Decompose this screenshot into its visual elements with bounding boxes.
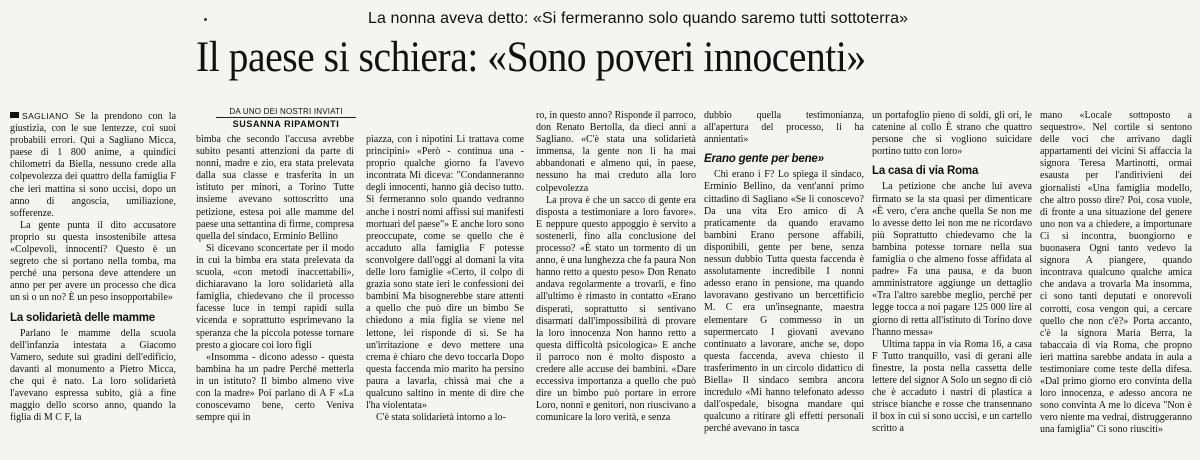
paragraph: Parlano le mamme della scuola dell'infanzia intestata a Giacomo Vamero, sedute sui gradini dell'edificio, davanti al monumento a Pietro Micca, che qui è nato. La loro solidarietà l'avevano espressa subito, già a fine maggio dello scorso anno, quando la figlia di M C F, la: [10, 327, 176, 424]
kicker: La nonna aveva detto: «Si fermeranno solo quando saremo tutti sottoterra»: [368, 10, 909, 27]
column-4: [536, 110, 696, 424]
byline-author: SUSANNA RIPAMONTI: [216, 117, 356, 130]
paragraph-text: Se la prendono con la giustizia, con le sue lentezze, coi suoi probabili errori. Qui a Sagliano Micca, paese di 1 800 anime, a quindici chilometri da Biella, nessuno crede alla colpevolezza dei quattro della famiglia F che ieri mattina si sono uccisi, dopo un anno di angoscia, umiliazione, sofferenze.: [10, 111, 177, 219]
paragraph: piazza, con i nipotini Li trattava come principini» «Però - continua una - proprio qualche giorno fa l'avevo incontrata Mi diceva: "Condanneranno degli innocenti, hanno già deciso tutto. Si fermeranno solo quando vedranno anche i nostri nomi affissi sui manifesti mortuari del paese"» E anche loro sono preoccupate, come se quello che è accaduto alla famiglia F potesse sconvolgere dall'oggi al domani la vita delle loro famiglie «Certo, il colpo di grazia sono state ieri le confessioni dei bambini Ma bisognerebbe stare attenti a quello che può dire un bimbo Se chiedono a mia figlia se viene nel lettone, lei risponde di sì. Se ha un'irritazione e devo mettere una crema è chiaro che devo toccarla Dopo questa faccenda mio marito ha persino paura a lavarla, chissà mai che a qualcuno saltino in mente di dire che l'ha violentata»: [366, 134, 524, 412]
paragraph: bimba che secondo l'accusa avrebbe subito pesanti attenzioni da parte di nonni, madre e zio, era stata prelevata dalla sua classe e trasferita in un istituto per minori, a Torino Tutte insieme avevano sottoscritto una petizione, estesa poi alle mamme del paese una settantina di firme, compresa quella del sindaco, Erminio Bellino: [196, 134, 354, 242]
dateline: SAGLIANO: [22, 111, 69, 121]
column-2: [196, 134, 354, 424]
paragraph: La prova è che un sacco di gente era disposta a testimoniare a loro favore». E neppure questo appoggio è servito a sostenerli, fino alla conclusione del processo? «È stato un tormento di un anno, è una lunghezza che fa paura Non hanno retto a questo peso» Don Renato andava regolarmente a trovarli, e fino all'ultimo è rimasto in contatto «Erano disperati, soprattutto si sentivano disarmati dall'impossibilità di provare la loro innocenza Non hanno retto a questa difficoltà psicologica» E anche il parroco non è molto disposto a credere alle accuse dei bambini. «Dare eccessiva importanza a quello che può dire un bimbo può portare in errore Loro, nonni e genitori, non riuscivano a comunicare la loro verità, e senza: [536, 194, 696, 424]
column-5: [704, 110, 864, 435]
paragraph: La petizione che anche lui aveva firmato se la sta quasi per dimenticare «È vero, c'era anche quella Se non me lo avesse detto lei non me ne ricordavo più Soprattutto chiedevamo che la bambina potesse tornare nella sua famiglia o che almeno fosse affidata al padre» Fa una pausa, e da buon amministratore aggiunge un dettaglio «Tra l'altro sarebbe meglio, perché per legge tocca a noi pagare 125 000 lire al giorno di retta all'istituto di Torino dove l'hanno messa»: [872, 181, 1032, 338]
subheading: Erano gente per bene»: [704, 153, 824, 166]
paragraph: C'è stata solidarietà intorno a lo-: [376, 412, 506, 424]
paragraph: La gente punta il dito accusatore proprio su questa insostenibile attesa «Colpevoli, innocenti? Questo è un segreto che si portano nella tomba, ma perché una persona deve attendere un anno per per avere un processo che dica un sì o un no? È un peso insopportabile»: [10, 219, 176, 304]
subheading: La solidarietà delle mamme: [10, 311, 156, 324]
column-6: [872, 110, 1032, 435]
subheading: La casa di via Roma: [872, 165, 979, 178]
headline: Il paese si schiera: «Sono poveri innocenti»: [196, 34, 866, 81]
paragraph: un portafoglio pieno di soldi, gli ori, le catenine al collo È strano che quattro persone che si vogliono suicidare portino tutto con loro»: [872, 110, 1032, 158]
column-3: [366, 134, 524, 424]
byline-pre: DA UNO DEI NOSTRI INVIATI: [229, 107, 343, 116]
column-1: [10, 110, 176, 424]
decorative-dot: [204, 18, 207, 21]
paragraph: «Insomma - dicono adesso - questa bambina ha un padre Perché metterla in un istituto? Il bimbo almeno vive con la madre» Poi parlano di A F «La conoscevamo bene, certo Veniva sempre qui in: [196, 351, 354, 424]
paragraph: Ultima tappa in via Roma 16, a casa F Tutto tranquillo, vasi di gerani alle finestre, la posta nella cassetta delle lettere del signor A Solo un segno di ciò che è accaduto i nastri di plastica a strisce bianche e rosse che transennano il box in cui si sono uccisi, e un cartello scritto a: [872, 338, 1032, 435]
paragraph: [10, 110, 176, 220]
paragraph: Chi erano i F? Lo spiega il sindaco, Erminio Bellino, da vent'anni primo cittadino di Sagliano «Se li conoscevo? Da una vita Ero amico di A praticamente da quando eravamo bambini Erano persone affabili, disponibili, gente per bene, senza nessun dubbio Tutta questa faccenda è assolutamente incredibile I nonni adesso erano in pensione, ma quando lavoravano gestivano un bercettificio M. C era un'insegnante, maestra elementare G commesso in un supermercato I giovani avevano continuato a lavorare, anche se, dopo questa faccenda, aveva chiesto il trasferimento in un circolo didattico di Biella» Il sindaco sembra ancora incredulo «Mi hanno telefonato adesso dall'ospedale, bisogna mandare qui qualcuno a ritirare gli effetti personali perché avevano in tasca: [704, 169, 864, 435]
bullet-square-icon: [10, 112, 19, 118]
paragraph: Si dicevano sconcertate per il modo in cui la bimba era stata prelevata da scuola, «con metodi inaccettabili», dichiaravano la loro solidarietà alla famiglia, chiedevano che il processo facesse luce in tempi rapidi sulla vicenda e soprattutto esprimevano la speranza che la piccola potesse tornare presto a giocare coi loro figli: [196, 242, 354, 351]
column-7: [1040, 110, 1192, 437]
byline: [216, 106, 356, 130]
paragraph: mano «Locale sottoposto a sequestro». Nel cortile si sentono delle voci che arrivano dagli appartamenti dei vicini Si affaccia la signora Teresa Martinotti, ormai esausta per l'andirivieni dei giornalisti «Una famiglia modello, che altro posso dire? Poi, cosa vuole, di fronte a una situazione del genere uno non va a chiedere, a importunare Ci si incontra, buongiorno e buonasera Ogni tanto vedevo la signora A piangere, quando incontrava qualcuno qualche amica che andava a trovarla Ma insomma, ci sono tanti deputati e onorevoli corrotti, cosa vengon qui, a cercare quello che non c'è?» Porta accanto, c'è la signora Maria Berra, la tabaccaia di via Roma, che propno ieri mattina sarebbe andata in aula a testimoniare come teste della difesa. «Dal primo giorno ero convinta della loro innocenza, e adesso ancora ne sono convinta A me lo diceva "Non è vero niente ma vedrai, distruggeranno una famiglia" Ci sono riusciti»: [1040, 110, 1192, 436]
paragraph: ro, in questo anno? Risponde il parroco, don Renato Bertolla, da dieci anni a Sagliano. «C'è stata una solidarietà immensa, la gente non li ha mai abbandonati e almeno qui, in paese, nessuno ha mai creduto alla loro colpevolezza: [536, 110, 696, 194]
paragraph: dubbio quella testimonianza, all'apertura del processo, li ha annientati»: [704, 110, 864, 146]
